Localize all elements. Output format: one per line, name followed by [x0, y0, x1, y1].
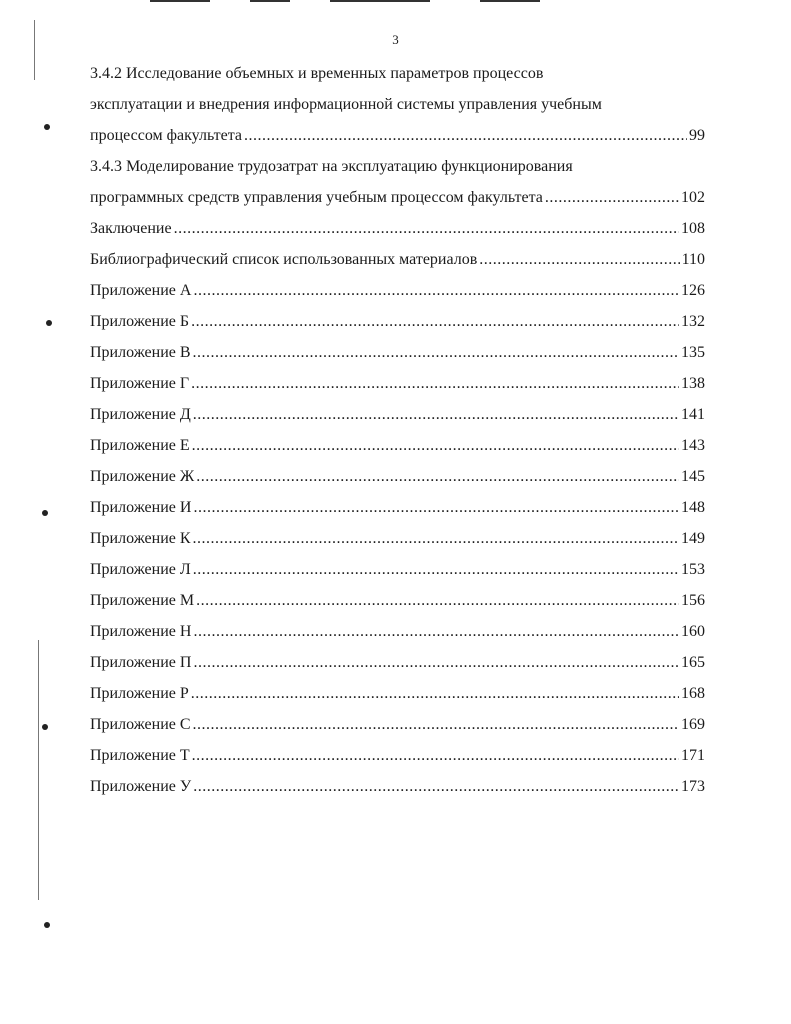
toc-page-number: 149	[681, 530, 705, 547]
dot-leader	[191, 306, 679, 337]
toc-entry	[90, 461, 705, 492]
toc-entry-title: Приложение А	[90, 282, 192, 299]
dot-leader	[174, 213, 679, 244]
toc-entry-leader-line	[90, 430, 705, 461]
scan-mark	[44, 922, 50, 928]
toc-entry-title: Приложение Д	[90, 406, 191, 423]
dot-leader	[193, 554, 679, 585]
toc-page-number: 126	[681, 282, 705, 299]
toc-entry	[90, 647, 705, 678]
scan-top-rule	[250, 0, 290, 2]
toc-entry-title: Приложение И	[90, 499, 192, 516]
toc-entry-title: Приложение С	[90, 716, 191, 733]
dot-leader	[192, 430, 679, 461]
toc-entry-leader-line	[90, 771, 705, 802]
dot-leader	[191, 368, 679, 399]
dot-leader	[193, 337, 679, 368]
scan-edge-line	[34, 20, 35, 80]
dot-leader	[545, 182, 679, 213]
dot-leader	[479, 244, 679, 275]
toc-page-number: 156	[681, 592, 705, 609]
toc-entry-leader-line	[90, 492, 705, 523]
table-of-contents	[90, 58, 705, 802]
dot-leader	[193, 275, 679, 306]
toc-entry-title: Приложение Г	[90, 375, 190, 392]
toc-entry-title: Приложение Б	[90, 313, 190, 330]
toc-entry	[90, 337, 705, 368]
scan-edge-line	[38, 640, 39, 900]
scan-top-rule	[150, 0, 210, 2]
toc-entry-leader-line	[90, 461, 705, 492]
toc-entry-title: процессом факультета	[90, 127, 243, 144]
toc-entry	[90, 244, 705, 275]
toc-entry-title: Приложение У	[90, 778, 192, 795]
toc-entry	[90, 523, 705, 554]
toc-page-number: 108	[681, 220, 705, 237]
toc-entry	[90, 368, 705, 399]
toc-page-number: 135	[681, 344, 705, 361]
toc-entry-title: Приложение К	[90, 530, 191, 547]
toc-entry-line: 3.4.2 Исследование объемных и временных параметров процессов	[90, 65, 544, 82]
toc-entry-title: Библиографический список использованных материалов	[90, 251, 478, 268]
toc-entry	[90, 213, 705, 244]
toc-page-number: 171	[681, 747, 705, 764]
toc-entry	[90, 430, 705, 461]
dot-leader	[196, 461, 679, 492]
toc-entry-leader-line	[90, 740, 705, 771]
toc-page-number: 153	[681, 561, 705, 578]
scan-mark	[42, 724, 48, 730]
toc-entry	[90, 151, 705, 213]
toc-entry-leader-line	[90, 616, 705, 647]
toc-entry-leader-line	[90, 306, 705, 337]
toc-page-number: 138	[681, 375, 705, 392]
toc-page-number: 168	[681, 685, 705, 702]
toc-entry-title: Приложение П	[90, 654, 192, 671]
dot-leader	[193, 492, 679, 523]
toc-entry	[90, 678, 705, 709]
toc-entry-title: программных средств управления учебным процессом факультета	[90, 189, 543, 206]
toc-page-number: 160	[681, 623, 705, 640]
toc-entry	[90, 740, 705, 771]
toc-entry	[90, 771, 705, 802]
toc-entry-leader-line	[90, 709, 705, 740]
toc-page-number: 143	[681, 437, 705, 454]
toc-entry	[90, 492, 705, 523]
toc-entry	[90, 399, 705, 430]
scan-mark	[44, 124, 50, 130]
dot-leader	[193, 616, 679, 647]
toc-entry	[90, 616, 705, 647]
dot-leader	[192, 740, 679, 771]
toc-entry	[90, 585, 705, 616]
toc-entry-title: Приложение Е	[90, 437, 190, 454]
toc-entry-leader-line	[90, 523, 705, 554]
toc-entry-leader-line	[90, 554, 705, 585]
toc-entry	[90, 58, 705, 151]
toc-entry-leader-line	[90, 585, 705, 616]
toc-entry-line: эксплуатации и внедрения информационной системы управления учебным	[90, 96, 602, 113]
toc-entry-leader-line	[90, 678, 705, 709]
toc-page-number: 102	[681, 189, 705, 206]
dot-leader	[193, 523, 679, 554]
toc-entry-title: Приложение М	[90, 592, 195, 609]
toc-entry-title: Приложение Ж	[90, 468, 195, 485]
dot-leader	[193, 709, 679, 740]
dot-leader	[193, 771, 679, 802]
toc-entry-leader-line	[90, 120, 705, 151]
toc-page-number: 148	[681, 499, 705, 516]
dot-leader	[191, 678, 679, 709]
toc-entry-title: Заключение	[90, 220, 172, 237]
page-number: 3	[392, 32, 399, 47]
toc-entry-line: 3.4.3 Моделирование трудозатрат на эксплуатацию функционирования	[90, 158, 573, 175]
dot-leader	[193, 399, 679, 430]
toc-entry-leader-line	[90, 399, 705, 430]
toc-entry-leader-line	[90, 647, 705, 678]
scan-top-rule	[480, 0, 540, 2]
toc-entry	[90, 554, 705, 585]
toc-page-number: 165	[681, 654, 705, 671]
toc-entry	[90, 306, 705, 337]
toc-entry-leader-line	[90, 337, 705, 368]
toc-page-number: 132	[681, 313, 705, 330]
toc-entry-title: Приложение Н	[90, 623, 192, 640]
scan-mark	[46, 320, 52, 326]
toc-page-number: 99	[689, 127, 705, 144]
toc-entry-title: Приложение Т	[90, 747, 190, 764]
toc-entry-leader-line	[90, 213, 705, 244]
scan-top-rule	[330, 0, 430, 2]
toc-page-number: 141	[681, 406, 705, 423]
toc-entry-leader-line	[90, 275, 705, 306]
toc-entry-title: Приложение Р	[90, 685, 189, 702]
toc-page-number: 110	[681, 251, 705, 268]
toc-entry-leader-line	[90, 368, 705, 399]
toc-page-number: 173	[681, 778, 705, 795]
toc-entry	[90, 275, 705, 306]
dot-leader	[193, 647, 679, 678]
toc-entry-leader-line	[90, 182, 705, 213]
dot-leader	[244, 120, 687, 151]
toc-page-number: 145	[681, 468, 705, 485]
toc-entry-title: Приложение В	[90, 344, 191, 361]
toc-page-number: 169	[681, 716, 705, 733]
toc-entry	[90, 709, 705, 740]
toc-entry-title: Приложение Л	[90, 561, 191, 578]
dot-leader	[196, 585, 679, 616]
scan-mark	[42, 510, 48, 516]
toc-entry-leader-line	[90, 244, 705, 275]
